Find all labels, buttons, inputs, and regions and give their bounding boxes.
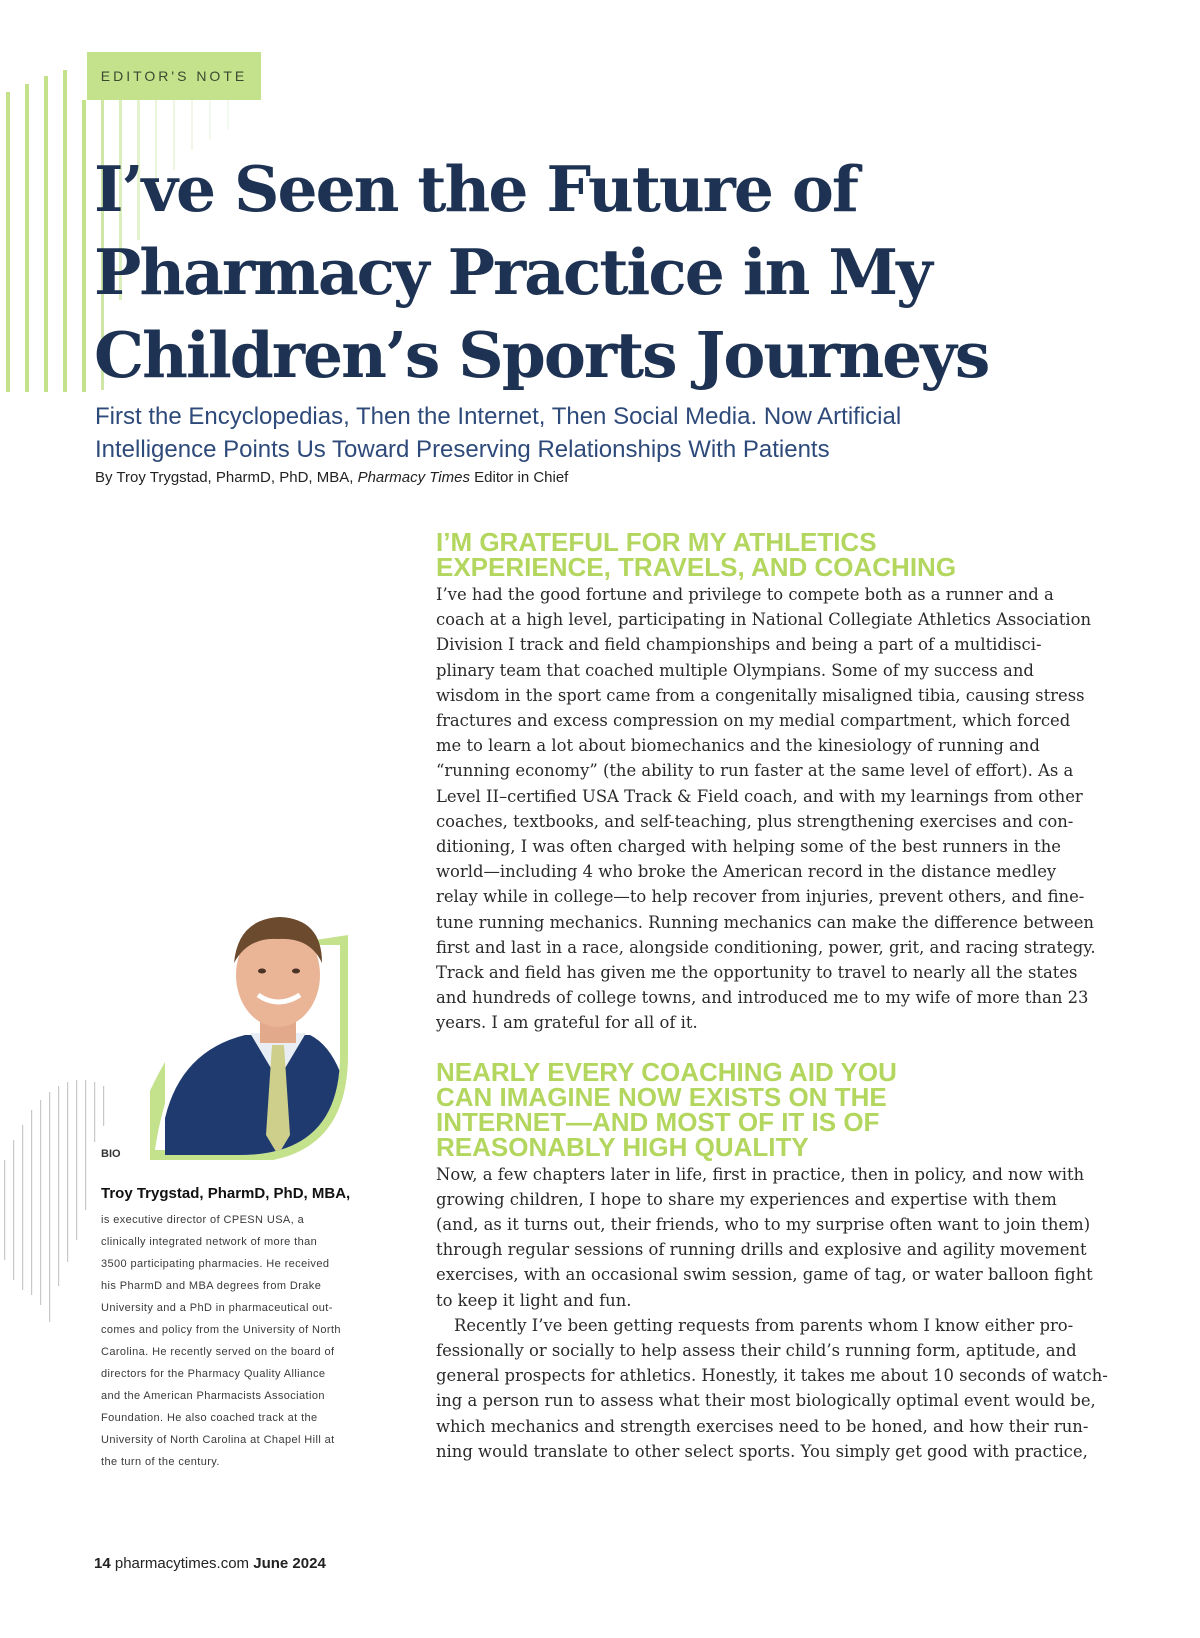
heading-line: CAN IMAGINE NOW EXISTS ON THE xyxy=(436,1081,887,1112)
text-line: wisdom in the sport came from a congenitally misaligned tibia, causing stress xyxy=(436,685,1085,705)
article-title xyxy=(94,148,1094,397)
section-heading xyxy=(436,527,1066,582)
bio-line: clinically integrated network of more than xyxy=(101,1236,318,1248)
heading-line: INTERNET—AND MOST OF IT IS OF xyxy=(436,1106,880,1137)
article-subtitle xyxy=(95,400,1055,466)
text-line: ing a person run to assess what their most biologically optimal event would be, xyxy=(436,1391,1096,1411)
bio-line: is executive director of CPESN USA, a xyxy=(101,1214,305,1226)
section-heading xyxy=(436,1056,1066,1162)
byline xyxy=(95,469,568,486)
text-line: through regular sessions of running drills and explosive and agility movement xyxy=(436,1240,1087,1260)
text-line: coach at a high level, participating in National Collegiate Athletics Association xyxy=(436,610,1092,630)
bio-line: University of North Carolina at Chapel Hill at xyxy=(101,1434,335,1446)
text-line: ning would translate to other select sports. You simply get good with practice, xyxy=(436,1441,1088,1461)
text-line: me to learn a lot about biomechanics and the kinesiology of running and xyxy=(436,736,1040,756)
text-line: which mechanics and strength exercises need to be honed, and how their run- xyxy=(436,1416,1089,1436)
text-line: world—including 4 who broke the American record in the distance medley xyxy=(436,862,1057,882)
text-line: coaches, textbooks, and self-teaching, plus strengthening exercises and con- xyxy=(436,811,1074,831)
paragraph xyxy=(436,1162,1093,1313)
bio-line: directors for the Pharmacy Quality Alliance xyxy=(101,1368,326,1380)
footer-issue: June 2024 xyxy=(253,1555,326,1572)
bio-line: comes and policy from the University of North xyxy=(101,1324,341,1336)
heading-line: REASONABLY HIGH QUALITY xyxy=(436,1131,809,1162)
page-number: 14 xyxy=(94,1555,111,1572)
title-line: I’ve Seen the Future of xyxy=(94,152,858,226)
text-line: relay while in college—to help recover from injuries, prevent others, and fine- xyxy=(436,887,1085,907)
bio-line: his PharmD and MBA degrees from Drake xyxy=(101,1280,322,1292)
text-line: fessionally or socially to help assess their child’s running form, aptitude, and xyxy=(436,1341,1077,1361)
bio-text xyxy=(101,1209,391,1473)
paragraph xyxy=(436,1313,1108,1464)
text-line: Division I track and field championships and being a part of a multidisci- xyxy=(436,635,1042,655)
bio-name: Troy Trygstad, PharmD, PhD, MBA, xyxy=(101,1185,351,1202)
bio-line: and the American Pharmacists Association xyxy=(101,1390,325,1402)
title-line: Children’s Sports Journeys xyxy=(94,318,989,392)
article-body xyxy=(436,527,1108,1464)
subtitle-line: First the Encyclopedias, Then the Internet, Then Social Media. Now Artificial xyxy=(95,403,902,430)
text-line: plinary team that coached multiple Olympians. Some of my success and xyxy=(436,660,1034,680)
byline-author: By Troy Trygstad, PharmD, PhD, MBA, xyxy=(95,469,358,486)
author-photo xyxy=(150,905,360,1160)
footer-site: pharmacytimes.com xyxy=(110,1555,254,1572)
bio-line: Carolina. He recently served on the board of xyxy=(101,1346,335,1358)
text-line: ditioning, I was often charged with helping some of the best runners in the xyxy=(436,837,1061,857)
text-line: Track and field has given me the opportunity to travel to nearly all the states xyxy=(436,963,1078,983)
text-line: (and, as it turns out, their friends, who to my surprise often want to join them) xyxy=(436,1215,1091,1235)
text-line: to keep it light and fun. xyxy=(436,1290,632,1310)
byline-publication: Pharmacy Times xyxy=(357,469,470,486)
title-line: Pharmacy Practice in My xyxy=(94,235,931,309)
text-line: years. I am grateful for all of it. xyxy=(436,1013,698,1033)
paragraph xyxy=(436,582,1096,1036)
text-line: and hundreds of college towns, and introduced me to my wife of more than 23 xyxy=(436,988,1089,1008)
text-line: tune running mechanics. Running mechanics can make the difference between xyxy=(436,912,1094,932)
heading-line: I’M GRATEFUL FOR MY ATHLETICS xyxy=(436,527,877,557)
text-line: Level II–certified USA Track & Field coach, and with my learnings from other xyxy=(436,786,1083,806)
bio-line: 3500 participating pharmacies. He received xyxy=(101,1258,330,1270)
text-line: first and last in a race, alongside conditioning, power, grit, and racing strategy. xyxy=(436,937,1096,957)
page-footer xyxy=(94,1555,326,1572)
section-tag: EDITOR'S NOTE xyxy=(87,52,261,100)
text-line: exercises, with an occasional swim session, game of tag, or water balloon fight xyxy=(436,1265,1093,1285)
text-line: Now, a few chapters later in life, first in practice, then in policy, and now with xyxy=(436,1164,1085,1184)
bio-label: BIO xyxy=(101,1148,121,1160)
text-line: growing children, I hope to share my experiences and expertise with them xyxy=(436,1189,1057,1209)
bio-line: the turn of the century. xyxy=(101,1456,220,1468)
byline-role: Editor in Chief xyxy=(469,469,569,486)
heading-line: EXPERIENCE, TRAVELS, AND COACHING xyxy=(436,552,957,582)
text-line: Recently I’ve been getting requests from parents whom I know either pro- xyxy=(454,1315,1074,1335)
text-line: I’ve had the good fortune and privilege to compete both as a runner and a xyxy=(436,585,1054,604)
text-line: “running economy” (the ability to run faster at the same level of effort). As a xyxy=(436,761,1074,781)
heading-line: NEARLY EVERY COACHING AID YOU xyxy=(436,1056,897,1087)
bio-line: University and a PhD in pharmaceutical out- xyxy=(101,1302,333,1314)
subtitle-line: Intelligence Points Us Toward Preserving Relationships With Patients xyxy=(95,436,830,463)
text-line: fractures and excess compression on my medial compartment, which forced xyxy=(436,711,1071,731)
bio-line: Foundation. He also coached track at the xyxy=(101,1412,318,1424)
text-line: general prospects for athletics. Honestly, it takes me about 10 seconds of watch- xyxy=(436,1366,1108,1386)
